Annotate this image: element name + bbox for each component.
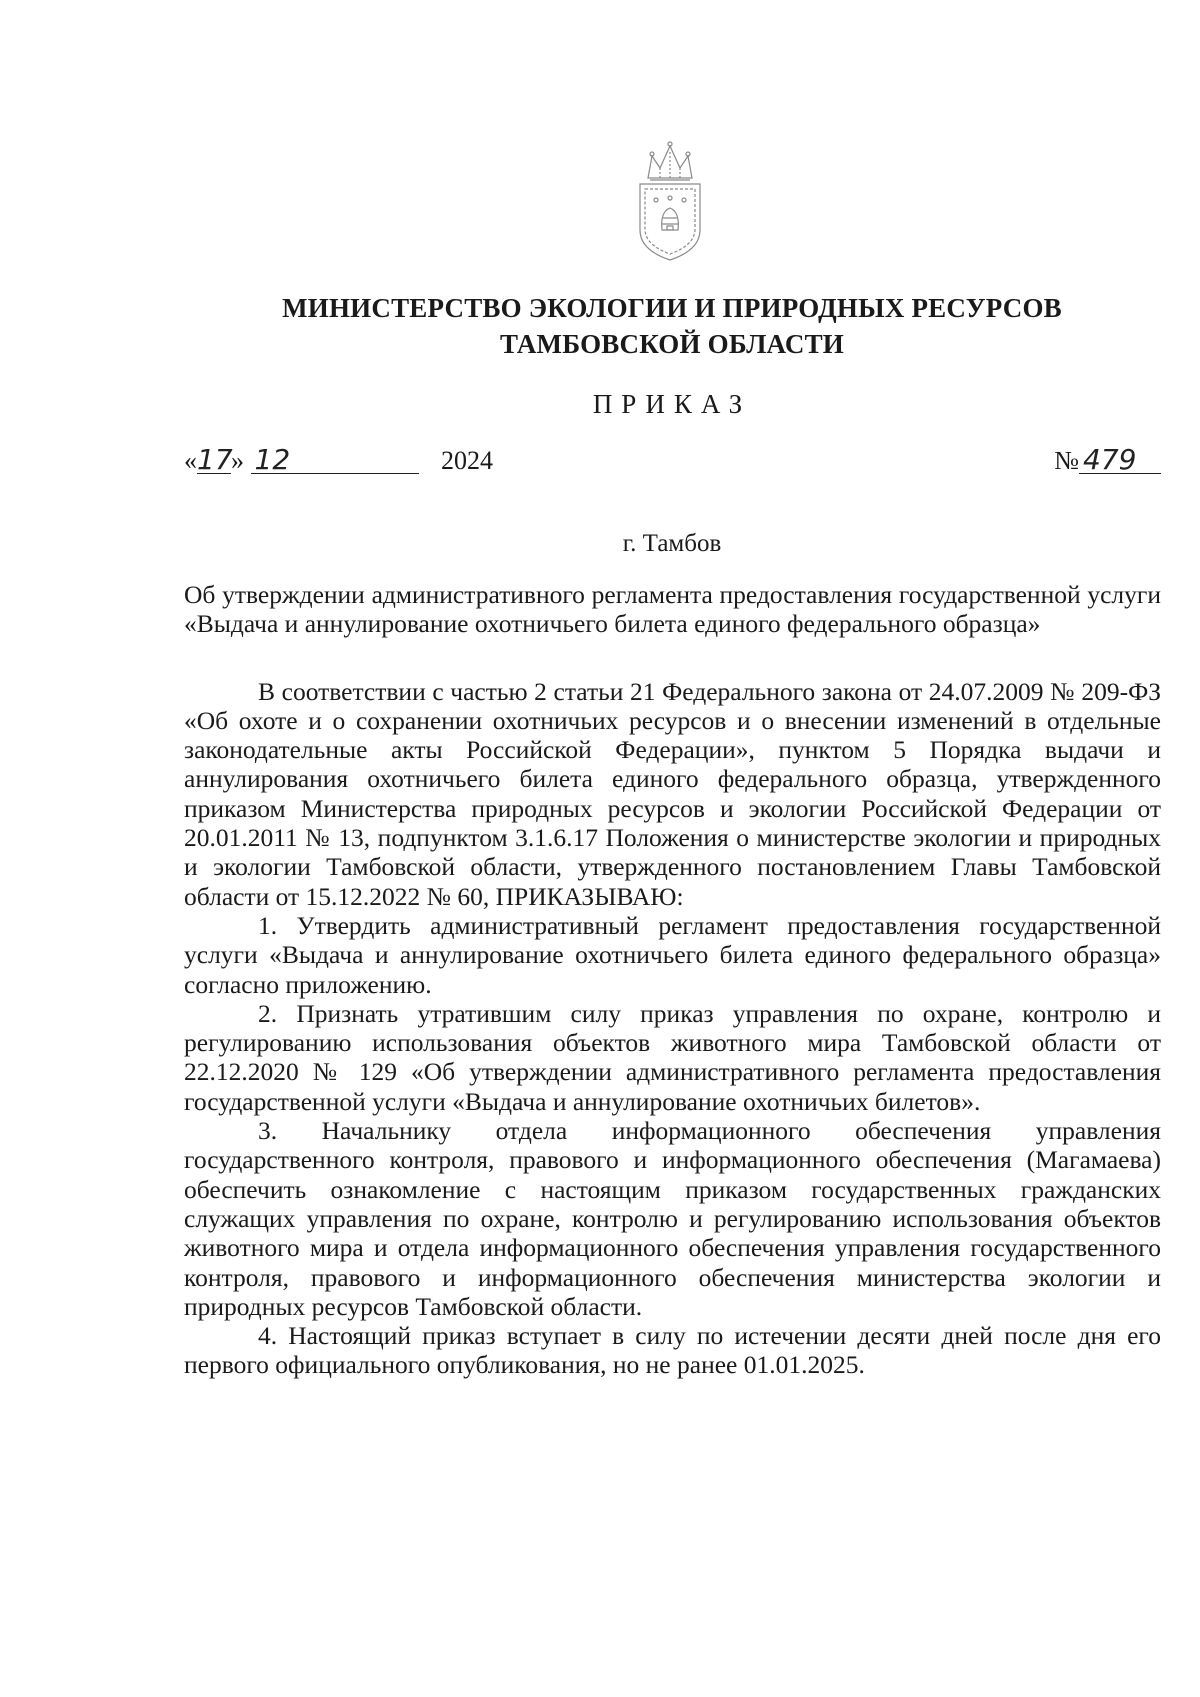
coat-of-arms-icon	[630, 138, 710, 264]
order-number	[1054, 443, 1161, 476]
clause-4: 4. Настоящий приказ вступает в силу по истечении десяти дней после дня его первого официального опубликования, но не ранее 01.01.2025.	[184, 1321, 1161, 1380]
order-date	[184, 443, 493, 476]
number-value: 479	[1079, 447, 1161, 474]
clause-3: 3. Начальнику отдела информационного обеспечения управления государственного контроля, правового и информационного обеспечения (Магамаева) обеспечить ознакомление с настоящим приказом государственных гражданских служащих управления по охране, контролю и регулированию использования объектов животного мира и отдела информационного обеспечения управления государственного контроля, правового и информационного обеспечения министерства экологии и природных ресурсов Тамбовской области.	[184, 1116, 1161, 1321]
order-subject: Об утверждении административного регламента предоставления государственной услуги «Выдача и аннулирование охотничьего билета единого федерального образца»	[184, 580, 1161, 639]
date-day: 17	[197, 443, 233, 476]
date-open-quote: «	[184, 446, 197, 475]
city: г. Тамбов	[622, 530, 722, 557]
clause-1: 1. Утвердить административный регламент предоставления государственной услуги «Выдача и аннулирование охотничьего билета единого федерального образца» согласно приложению.	[184, 910, 1161, 999]
document-type: ПРИКАЗ	[592, 389, 752, 419]
organization-name	[0, 290, 1200, 362]
preamble-paragraph: В соответствии с частью 2 статьи 21 Федерального закона от 24.07.2009 № 209-ФЗ «Об охоте и о сохранении охотничьих ресурсов и о внесении изменений в отдельные законодательные акты Российской Федерации», пунктом 5 Порядка выдачи и аннулирования охотничьего билета единого федерального образца, утвержденного приказом Министерства природных ресурсов и экологии Российской Федерации от 20.01.2011 № 13, подпунктом 3.1.6.17 Положения о министерстве экологии и природных и экологии Тамбовской области, утвержденного постановлением Главы Тамбовской области от 15.12.2022 № 60, ПРИКАЗЫВАЮ:	[184, 676, 1161, 911]
date-close-quote: »	[231, 446, 244, 475]
document-body	[184, 580, 1161, 1380]
organization-line-2: ТАМБОВСКОЙ ОБЛАСТИ	[499, 329, 845, 359]
date-number-row	[184, 443, 1161, 486]
date-year: 2024	[441, 446, 493, 475]
organization-line-1: МИНИСТЕРСТВО ЭКОЛОГИИ И ПРИРОДНЫХ РЕСУРСОВ	[282, 293, 1062, 323]
date-month: 12	[251, 447, 419, 474]
clause-2: 2. Признать утратившим силу приказ управления по охране, контролю и регулированию использования объектов животного мира Тамбовской области от 22.12.2020 № 129 «Об утверждении административного регламента предоставления государственной услуги «Выдача и аннулирование охотничьих билетов».	[184, 998, 1161, 1116]
number-label: №	[1054, 446, 1079, 475]
